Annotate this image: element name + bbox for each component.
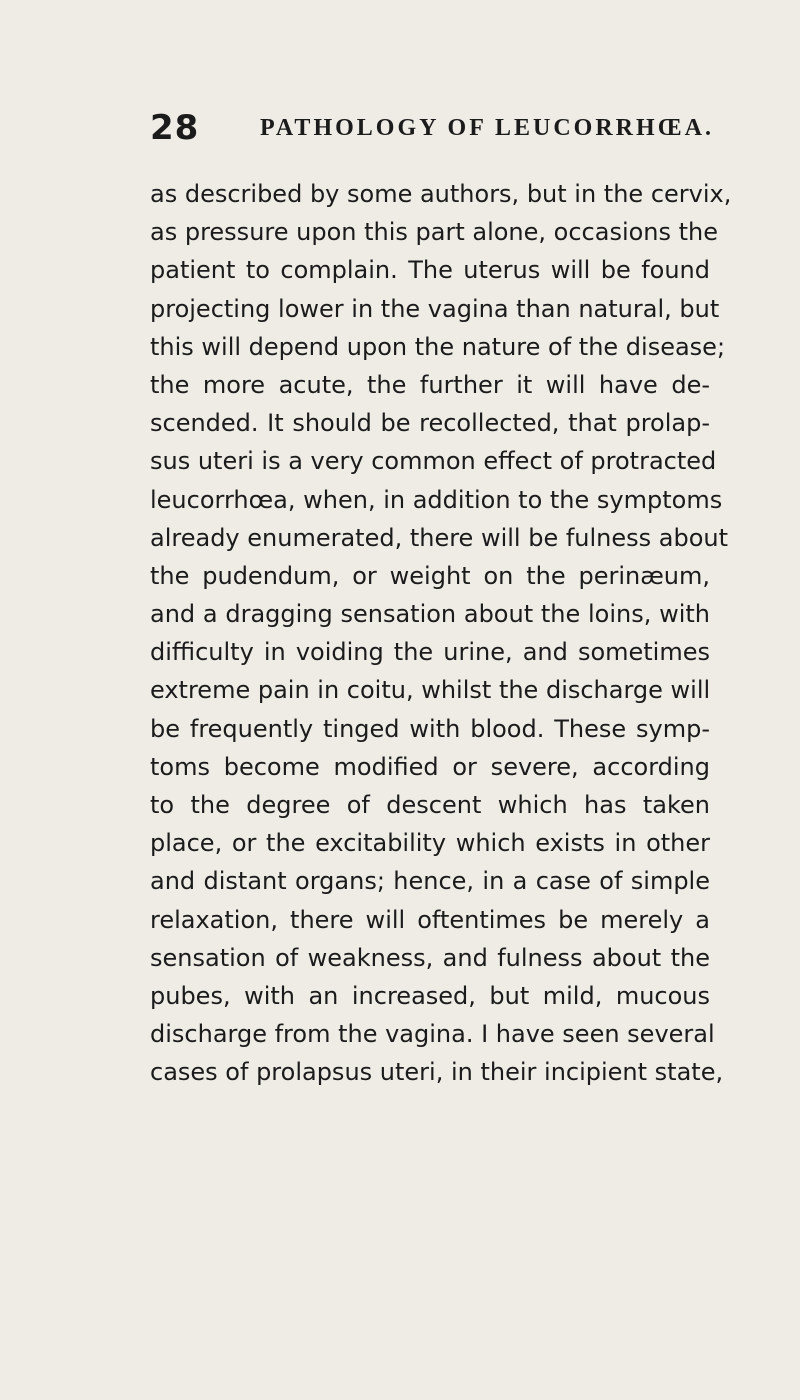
text-line: as pressure upon this part alone, occasions the: [150, 218, 719, 247]
text-line: already enumerated, there will be fulness about: [150, 523, 729, 552]
page-number: 28: [150, 108, 200, 148]
text-line: the pudendum, or weight on the perinæum,: [150, 561, 710, 590]
text-line: sensation of weakness, and fulness about the: [150, 943, 710, 972]
text-line: as described by some authors, but in the cervix,: [150, 180, 732, 208]
text-line: to the degree of descent which has taken: [150, 791, 710, 819]
running-title: PATHOLOGY OF LEUCORRHŒA.: [260, 115, 715, 141]
text-line: leucorrhœa, when, in addition to the symptoms: [150, 485, 723, 514]
text-line: scended. It should be recollected, that prolap-: [150, 409, 710, 438]
text-line: the more acute, the further it will have de-: [150, 370, 710, 399]
text-line: this will depend upon the nature of the disease;: [150, 332, 726, 361]
text-line: cases of prolapsus uteri, in their incipient state,: [150, 1058, 724, 1087]
text-line: place, or the excitability which exists in other: [150, 829, 710, 858]
text-line: pubes, with an increased, but mild, mucous: [150, 981, 710, 1010]
text-line: and distant organs; hence, in a case of simple: [150, 867, 710, 896]
text-line: patient to complain. The uterus will be found: [150, 256, 710, 285]
text-line: toms become modified or severe, according: [150, 752, 710, 781]
text-line: be frequently tinged with blood. These symp-: [150, 714, 710, 743]
page-header: [150, 108, 715, 148]
text-line: and a dragging sensation about the loins, with: [150, 600, 710, 629]
text-line: sus uteri is a very common effect of protracted: [150, 447, 717, 476]
text-line: extreme pain in coitu, whilst the discharge will: [150, 676, 711, 705]
text-line: relaxation, there will oftentimes be merely a: [150, 905, 710, 934]
text-line: difficulty in voiding the urine, and sometimes: [150, 638, 710, 667]
text-line: discharge from the vagina. I have seen several: [150, 1020, 715, 1049]
body-text: [150, 175, 732, 1092]
text-line: projecting lower in the vagina than natural, but: [150, 294, 720, 323]
